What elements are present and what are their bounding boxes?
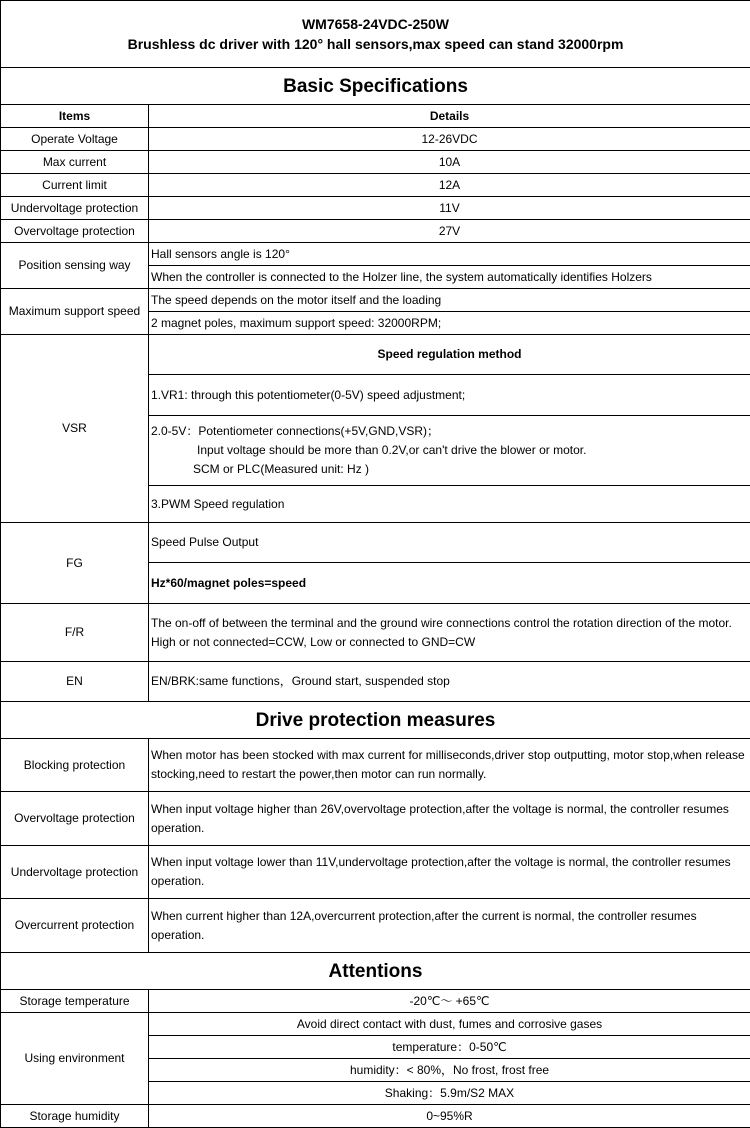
vsr-method-2-line-2: Input voltage should be more than 0.2V,or can't drive the blower or motor. <box>197 443 587 457</box>
table-row <box>1 739 750 792</box>
fg-detail-2: Hz*60/magnet poles=speed <box>149 563 750 604</box>
table-row <box>1 243 750 266</box>
maxspeed-item: Maximum support speed <box>1 289 149 335</box>
protection-item: Blocking protection <box>1 739 149 792</box>
column-header-items: Items <box>1 105 149 128</box>
vsr-method-2-line-3: SCM or PLC(Measured unit: Hz ) <box>193 462 370 476</box>
vsr-method-1: 1.VR1: through this potentiometer(0-5V) speed adjustment; <box>149 375 750 416</box>
maxspeed-detail-1: The speed depends on the motor itself and the loading <box>149 289 750 312</box>
row-detail: 27V <box>149 220 750 243</box>
section-heading-basic: Basic Specifications <box>1 68 750 105</box>
table-row <box>1 662 750 702</box>
storage-humidity-detail: 0~95%R <box>149 1105 750 1128</box>
vsr-method-3: 3.PWM Speed regulation <box>149 486 750 523</box>
model-title: WM7658-24VDC-250W <box>301 16 450 32</box>
fr-detail <box>149 604 750 662</box>
fg-item: FG <box>1 523 149 604</box>
section-row <box>1 68 750 105</box>
section-heading-protection: Drive protection measures <box>1 702 750 739</box>
protection-detail: When motor has been stocked with max current for milliseconds,driver stop outputting, motor stop,when release stocking,need to restart the power,then motor can run normally. <box>149 739 750 792</box>
section-row <box>1 702 750 739</box>
table-row <box>1 792 750 846</box>
row-detail: 12-26VDC <box>149 128 750 151</box>
table-row <box>1 197 750 220</box>
fr-detail-1: The on-off of between the terminal and the ground wire connections control the rotation direction of the motor. <box>151 615 732 630</box>
table-row <box>1 128 750 151</box>
protection-detail: When current higher than 12A,overcurrent protection,after the current is normal, the controller resumes operation. <box>149 899 750 953</box>
vsr-method-2-line-1: 2.0-5V：Potentiometer connections(+5V,GND,VSR)； <box>151 424 440 438</box>
protection-detail: When input voltage lower than 11V,undervoltage protection,after the voltage is normal, the controller resumes operation. <box>149 846 750 899</box>
title-cell <box>1 1 750 68</box>
storage-temp-item: Storage temperature <box>1 990 149 1013</box>
en-detail: EN/BRK:same functions，Ground start, suspended stop <box>149 662 750 702</box>
protection-detail: When input voltage higher than 26V,overvoltage protection,after the voltage is normal, the controller resumes operation. <box>149 792 750 846</box>
row-item: Operate Voltage <box>1 128 149 151</box>
section-heading-attentions: Attentions <box>1 953 750 990</box>
vsr-item: VSR <box>1 335 149 523</box>
environment-detail-1: Avoid direct contact with dust, fumes and corrosive gases <box>149 1013 750 1036</box>
table-row <box>1 335 750 375</box>
row-item: Undervoltage protection <box>1 197 149 220</box>
environment-detail-3: humidity：< 80%，No frost, frost free <box>149 1059 750 1082</box>
row-detail: 11V <box>149 197 750 220</box>
table-row <box>1 174 750 197</box>
maxspeed-detail-2: 2 magnet poles, maximum support speed: 32000RPM; <box>149 312 750 335</box>
table-row <box>1 523 750 563</box>
section-row <box>1 953 750 990</box>
protection-item: Overvoltage protection <box>1 792 149 846</box>
title-row <box>1 1 750 68</box>
storage-humidity-item: Storage humidity <box>1 1105 149 1128</box>
table-row <box>1 289 750 312</box>
position-item: Position sensing way <box>1 243 149 289</box>
column-header-details: Details <box>149 105 750 128</box>
row-detail: 12A <box>149 174 750 197</box>
row-item: Current limit <box>1 174 149 197</box>
fr-item: F/R <box>1 604 149 662</box>
table-row <box>1 604 750 662</box>
table-row <box>1 1013 750 1036</box>
table-row <box>1 220 750 243</box>
environment-item: Using environment <box>1 1013 149 1105</box>
table-row <box>1 899 750 953</box>
vsr-method-2 <box>149 416 750 486</box>
table-row <box>1 151 750 174</box>
model-subtitle: Brushless dc driver with 120° hall sensors,max speed can stand 32000rpm <box>127 36 624 52</box>
environment-detail-2: temperature：0-50℃ <box>149 1036 750 1059</box>
fr-detail-2: High or not connected=CCW, Low or connected to GND=CW <box>151 634 476 649</box>
row-item: Overvoltage protection <box>1 220 149 243</box>
row-item: Max current <box>1 151 149 174</box>
table-row <box>1 990 750 1013</box>
position-detail-1: Hall sensors angle is 120° <box>149 243 750 266</box>
protection-item: Undervoltage protection <box>1 846 149 899</box>
column-header-row <box>1 105 750 128</box>
vsr-method-heading: Speed regulation method <box>149 335 750 375</box>
table-row <box>1 846 750 899</box>
environment-detail-4: Shaking：5.9m/S2 MAX <box>149 1082 750 1105</box>
protection-item: Overcurrent protection <box>1 899 149 953</box>
row-detail: 10A <box>149 151 750 174</box>
storage-temp-detail: -20℃～ +65℃ <box>149 990 750 1013</box>
en-item: EN <box>1 662 149 702</box>
position-detail-2: When the controller is connected to the Holzer line, the system automatically identifies Holzers <box>149 266 750 289</box>
fg-detail-1: Speed Pulse Output <box>149 523 750 563</box>
table-row <box>1 1105 750 1128</box>
